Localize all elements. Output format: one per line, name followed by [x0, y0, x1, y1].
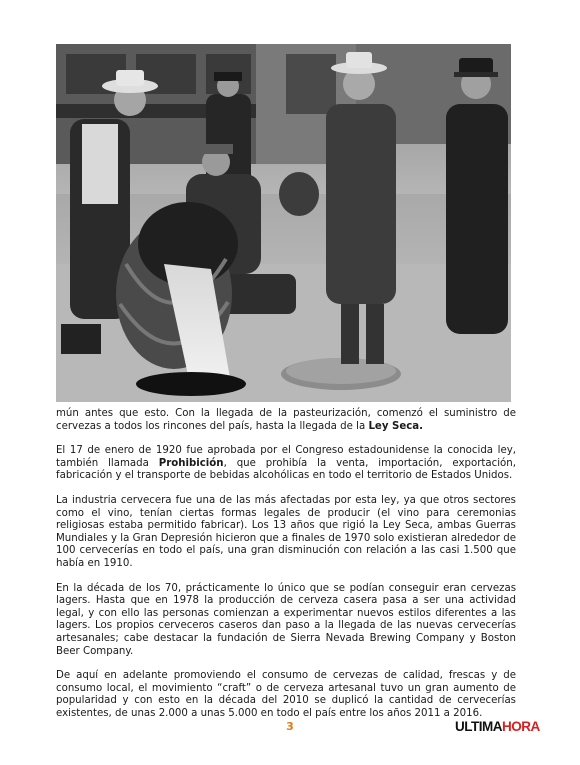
prohibition-photo [56, 44, 511, 402]
bold-term: Ley Seca. [368, 420, 424, 432]
text-run: , que prohibía la venta, importación, exportación, fabricación y el transporte de bebidas alcohólicas en todo el territorio de Estados Unidos. [56, 457, 516, 482]
brand-logo [455, 719, 540, 734]
paragraph [56, 583, 516, 659]
text-run: mún antes que esto. Con la llegada de la pasteurización, comenzó el suministro de cervezas a todos los rincones del país, hasta la llegada de la [56, 408, 516, 432]
brand-logo-part2: HORA [502, 719, 540, 734]
paragraph [56, 445, 516, 483]
bold-term: Prohibición [158, 457, 224, 469]
brand-logo-part1: ULTIMA [455, 719, 502, 734]
text-run: El 17 de enero de 1920 fue aprobada por el Congreso estadounidense la conocida ley, también llamada [56, 445, 516, 469]
text-run: De aquí en adelante promoviendo el consumo de cervezas de calidad, frescas y de consumo local, el movimiento “craft” o de cerveza artesanal tuvo un gran aumento de popularidad y con esto en la década del 2010 se duplicó la cantidad de cervecerías existentes, de unas 2.000 a unas 5.000 en todo el país entre los años 2011 a 2016. [56, 670, 516, 719]
article-body [56, 408, 516, 732]
prohibition-photo-graphic [56, 44, 511, 402]
text-run: La industria cervecera fue una de las más afectadas por esta ley, ya que otros sectores como el vino, tenían ciertas formas legales de producir (el vino para ceremonias religiosas estaba permitido fabricar). Los 13 años que rigió la Ley Seca, ambas Guerras Mundiales y la Gran Depresión hicieron que a finales de 1970 solo existieran alrededor de 100 cervecerías en todo el país, una gran disminución con relación a las casi 1.500 que había en 1910. [56, 494, 516, 569]
paragraph [56, 495, 516, 571]
text-run: En la década de los 70, prácticamente lo único que se podían conseguir eran cervezas lagers. Hasta que en 1978 la producción de cerveza casera pasa a ser una actividad legal, y con ello las personas comienzan a experimentar nuevos estilos diferentes a las lagers. Los propios cerveceros caseros dan paso a la llegada de las nuevas cervecerías artesanales; cabe destacar la fundación de Sierra Nevada Brewing Company y Boston Beer Company. [56, 582, 516, 657]
page-number: 3 [286, 720, 294, 733]
paragraph [56, 408, 516, 433]
paragraph [56, 670, 516, 720]
